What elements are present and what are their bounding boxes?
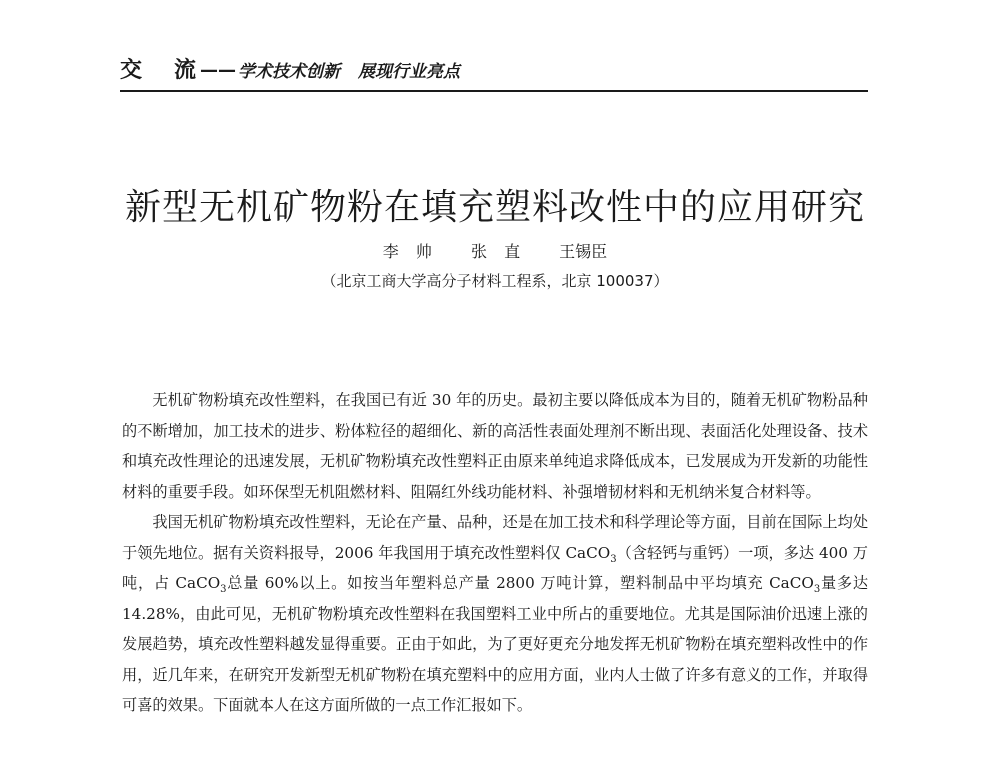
subscript-3: 3 [610,553,617,565]
paragraph-1: 无机矿物粉填充改性塑料，在我国已有近 30 年的历史。最初主要以降低成本为目的，随着无机矿物粉品种的不断增加，加工技术的进步、粉体粒径的超细化、新的高活性表面处理剂不断出现、表面活化处理设备、技术和填充改性理论的迅速发展，无机矿物粉填充改性塑料正由原来单纯追求降低成本，已发展成为开发新的功能性材料的重要手段。如环保型无机阻燃材料、阻隔红外线功能材料、补强增韧材料和无机纳米复合材料等。 [122,391,868,501]
running-header [120,60,868,92]
paragraph-2-part-d: 量多达 14.28%，由此可见，无机矿物粉填充改性塑料在我国塑料工业中所占的重要地位。尤其是国际油价迅速上涨的发展趋势，填充改性塑料越发显得重要。正由于如此，为了更好更充分地发挥无机矿物粉在填充塑料改性中的作用，近几年来，在研究开发新型无机矿物粉在填充塑料中的应用方面，业内人士做了许多有意义的工作，并取得可喜的效果。下面就本人在这方面所做的一点工作汇报如下。 [122,574,869,714]
author-list [0,242,990,262]
header-slogan-1: 学术技术创新 [238,62,341,82]
subscript-3: 3 [813,584,821,596]
header-dash: —— [200,60,237,81]
paragraph-2-part-c: 总量 60%以上。如按当年塑料总产量 2800 万吨计算，塑料制品中平均填充 CaCO [226,574,814,592]
header-slogan-2: 展现行业亮点 [358,62,461,82]
author-3: 王锡臣 [559,242,608,261]
journal-char-1: 交 [120,58,145,83]
article-body [122,385,868,721]
author-2: 张 直 [470,242,527,261]
subscript-3: 3 [220,584,227,596]
author-1: 李 帅 [382,242,438,261]
paragraph-2-part-b: （含轻钙与重钙）一项，多达 400 万吨，占 CaCO [122,543,868,592]
article-title: 新型无机矿物粉在填充塑料改性中的应用研究 [124,187,865,228]
author-affiliation: （北京工商大学高分子材料工程系，北京 100037） [321,272,669,290]
journal-char-2: 流 [174,58,199,83]
paragraph-2-part-a: 我国无机矿物粉填充改性塑料，无论在产量、品种，还是在加工技术和科学理论等方面，目前在国际上均处于领先地位。据有关资料报导，2006 年我国用于填充改性塑料仅 CaCO [122,513,868,562]
paragraph-2 [122,507,868,721]
